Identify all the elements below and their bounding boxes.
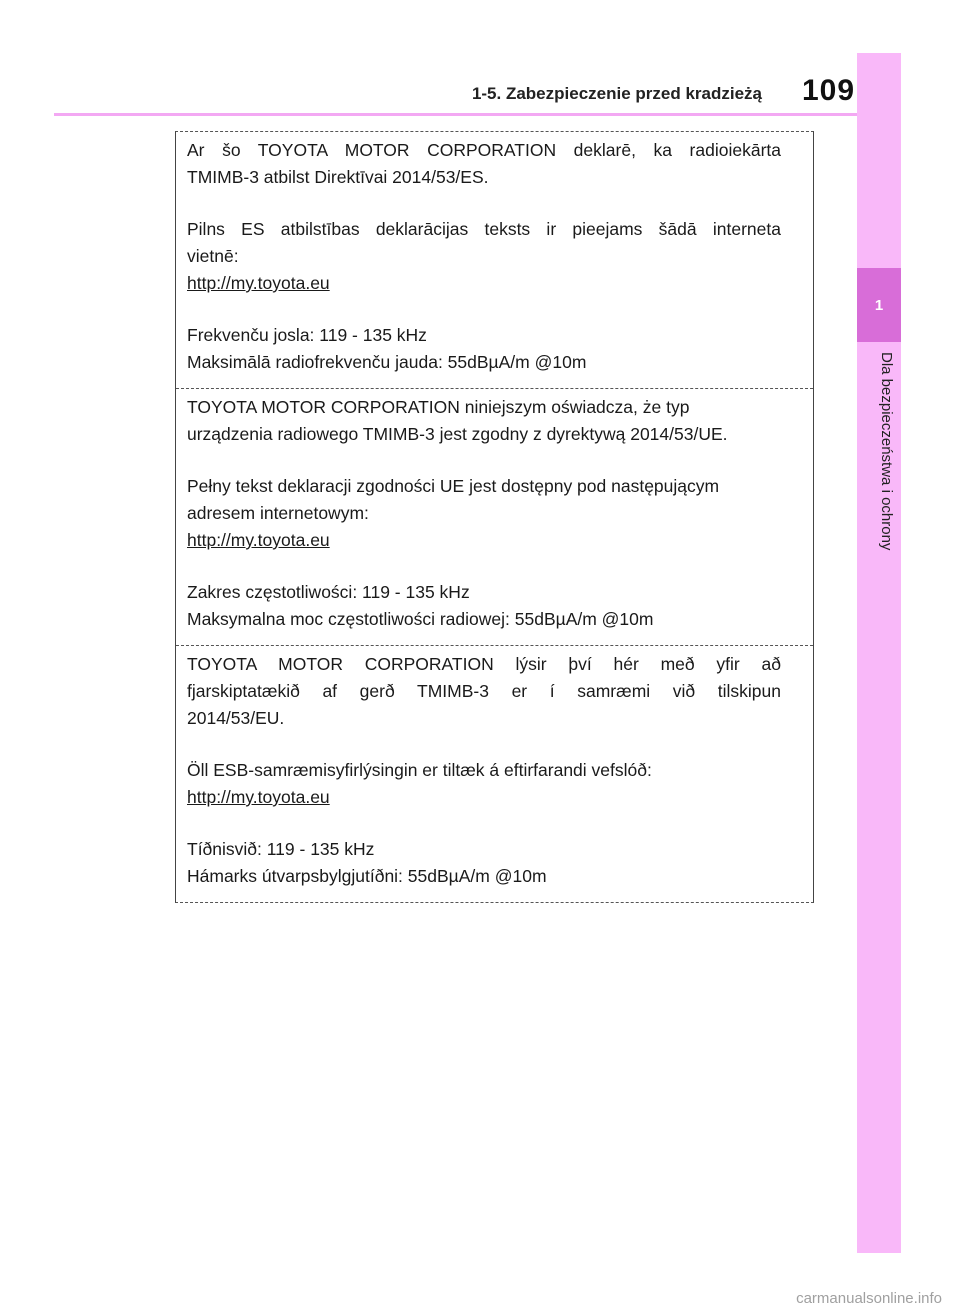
chapter-side-tab [857, 53, 901, 1253]
declaration-line: TOYOTA MOTOR CORPORATION niniejszym oświadcza, że typ [187, 397, 690, 417]
frequency-band: Frekvenču josla: 119 - 135 kHz [187, 325, 427, 345]
frequency-band: Zakres częstotliwości: 119 - 135 kHz [187, 582, 470, 602]
declaration-line: Ar šo TOYOTA MOTOR CORPORATION deklarē, ka radioiekārta [187, 140, 781, 160]
fulltext-line: Pełny tekst deklaracji zgodności UE jest dostępny pod następującym [187, 476, 720, 496]
page-number: 109 [802, 74, 856, 107]
website-link[interactable]: http://my.toyota.eu [187, 787, 330, 807]
fulltext-line: vietnē: [187, 246, 239, 266]
fulltext-line: Öll ESB-samræmisyfirlýsingin er tiltæk á eftirfarandi vefslóð: [187, 760, 652, 780]
website-link[interactable]: http://my.toyota.eu [187, 273, 330, 293]
header-divider [54, 113, 858, 116]
website-link[interactable]: http://my.toyota.eu [187, 530, 330, 550]
max-power: Maksimālā radiofrekvenču jauda: 55dBµA/m @10m [187, 352, 587, 372]
chapter-number-tab[interactable]: 1 [857, 268, 901, 342]
declaration-line: TMIMB-3 atbilst Direktīvai 2014/53/ES. [187, 167, 489, 187]
fulltext-line: adresem internetowym: [187, 503, 369, 523]
max-power: Maksymalna moc częstotliwości radiowej: 55dBµA/m @10m [187, 609, 654, 629]
declaration-line: fjarskiptatækið af gerð TMIMB-3 er í samræmi við tilskipun [187, 681, 781, 701]
declaration-line: 2014/53/EU. [187, 708, 285, 728]
declaration-line: TOYOTA MOTOR CORPORATION lýsir því hér með yfir að [187, 654, 781, 674]
declaration-section-polish [176, 388, 813, 645]
watermark: carmanualsonline.info [796, 1290, 942, 1307]
declaration-box [175, 131, 814, 903]
frequency-band: Tíðnisvið: 119 - 135 kHz [187, 839, 375, 859]
fulltext-line: Pilns ES atbilstības deklarācijas teksts ir pieejams šādā interneta [187, 219, 781, 239]
declaration-line: urządzenia radiowego TMIMB-3 jest zgodny z dyrektywą 2014/53/UE. [187, 424, 728, 444]
declaration-section-latvian [176, 132, 813, 388]
declaration-section-icelandic [176, 645, 813, 902]
section-title: 1-5. Zabezpieczenie przed kradzieżą [471, 84, 762, 103]
chapter-label: Dla bezpieczeństwa i ochrony [878, 352, 895, 551]
max-power: Hámarks útvarpsbylgjutíðni: 55dBµA/m @10m [187, 866, 547, 886]
